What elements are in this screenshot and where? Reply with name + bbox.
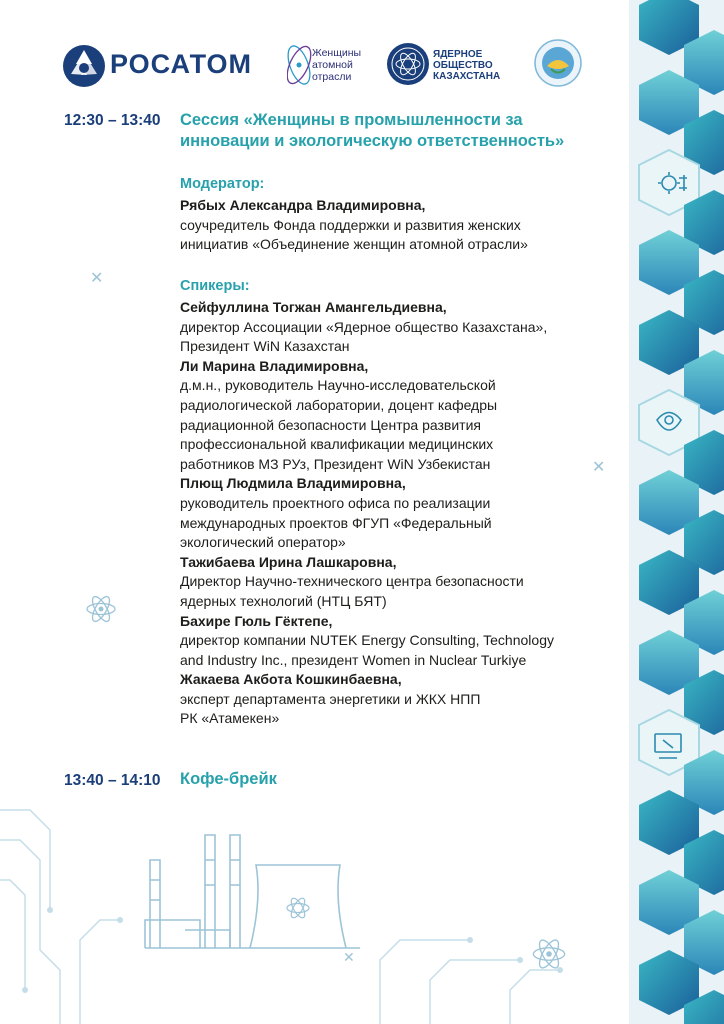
speakers-heading: Спикеры:	[180, 278, 250, 294]
speakers-list	[180, 298, 620, 729]
atom-deco-icon	[84, 592, 118, 626]
nuclear-society-kz-logo-icon	[386, 42, 430, 86]
speaker-desc: д.м.н., руководитель Научно-исследовательской радиологической лаборатории, доцент кафедры радиационной безопасности Центра развития профессиональной квалификации медицинских работников МЗ РУз, Президент WiN Узбекистан	[180, 377, 498, 472]
speaker-item	[180, 298, 620, 357]
speaker-item	[180, 357, 620, 475]
coffee-time: 13:40 – 14:10	[64, 772, 161, 789]
circuit-and-plant-illustration	[0, 790, 630, 1024]
women-nuclear-logo-text: Женщины атомной отрасли	[312, 47, 362, 83]
rosatom-logo-icon	[62, 44, 106, 88]
speaker-desc: Директор Научно-технического центра безопасности ядерных технологий (НТЦ БЯТ)	[180, 573, 524, 609]
speaker-name: Сейфуллина Тогжан Амангельдиевна,	[180, 299, 447, 315]
speaker-name: Бахире Гюль Гёктепе,	[180, 612, 333, 629]
session-time: 12:30 – 13:40	[64, 112, 161, 129]
speaker-desc: эксперт департамента энергетики и ЖКХ НПП РК «Атамекен»	[180, 690, 481, 727]
speaker-name: Жакаева Акбота Кошкинбаевна,	[180, 671, 402, 688]
moderator-heading: Модератор:	[180, 176, 265, 192]
moderator-desc: соучредитель Фонда поддержки и развития женских инициатив «Объединение женщин атомной отрасли»	[180, 216, 528, 253]
hexagon-decoration-panel	[629, 0, 724, 1024]
rosatom-wordmark: РОСАТОМ	[110, 49, 252, 79]
speaker-item	[180, 670, 620, 729]
nuclear-society-kz-logo-text: ЯДЕРНОЕ ОБЩЕСТВО КАЗАХСТАНА	[433, 49, 501, 82]
cross-deco-icon: ✕	[592, 457, 606, 476]
speaker-desc: директор компании NUTEK Energy Consulting, Technology and Industry Inc., президент Women in Nuclear Turkiye	[180, 632, 554, 668]
moderator-block	[180, 196, 620, 255]
speaker-name: Тажибаева Ирина Лашкаровна,	[180, 553, 397, 570]
speaker-name: Плющ Людмила Владимировна,	[180, 475, 406, 492]
speaker-item	[180, 474, 620, 552]
session-title: Сессия «Женщины в промышленности за инновации и экологическую ответственность»	[180, 111, 565, 150]
speaker-item	[180, 612, 620, 671]
speaker-item	[180, 553, 620, 612]
moderator-name: Рябых Александра Владимировна,	[180, 197, 426, 213]
cross-deco-icon: ✕	[90, 268, 104, 287]
speaker-desc: руководитель проектного офиса по реализации международных проектов ФГУП «Федеральный экологический оператор»	[180, 494, 492, 551]
speaker-name: Ли Марина Владимировна,	[180, 357, 369, 374]
speaker-desc: директор Ассоциации «Ядерное общество Казахстана», Президент WiN Казахстан	[180, 318, 548, 355]
round-emblem-icon	[533, 38, 583, 88]
cross-deco-icon: ✕	[343, 950, 355, 966]
coffee-title: Кофе-брейк	[180, 770, 277, 788]
